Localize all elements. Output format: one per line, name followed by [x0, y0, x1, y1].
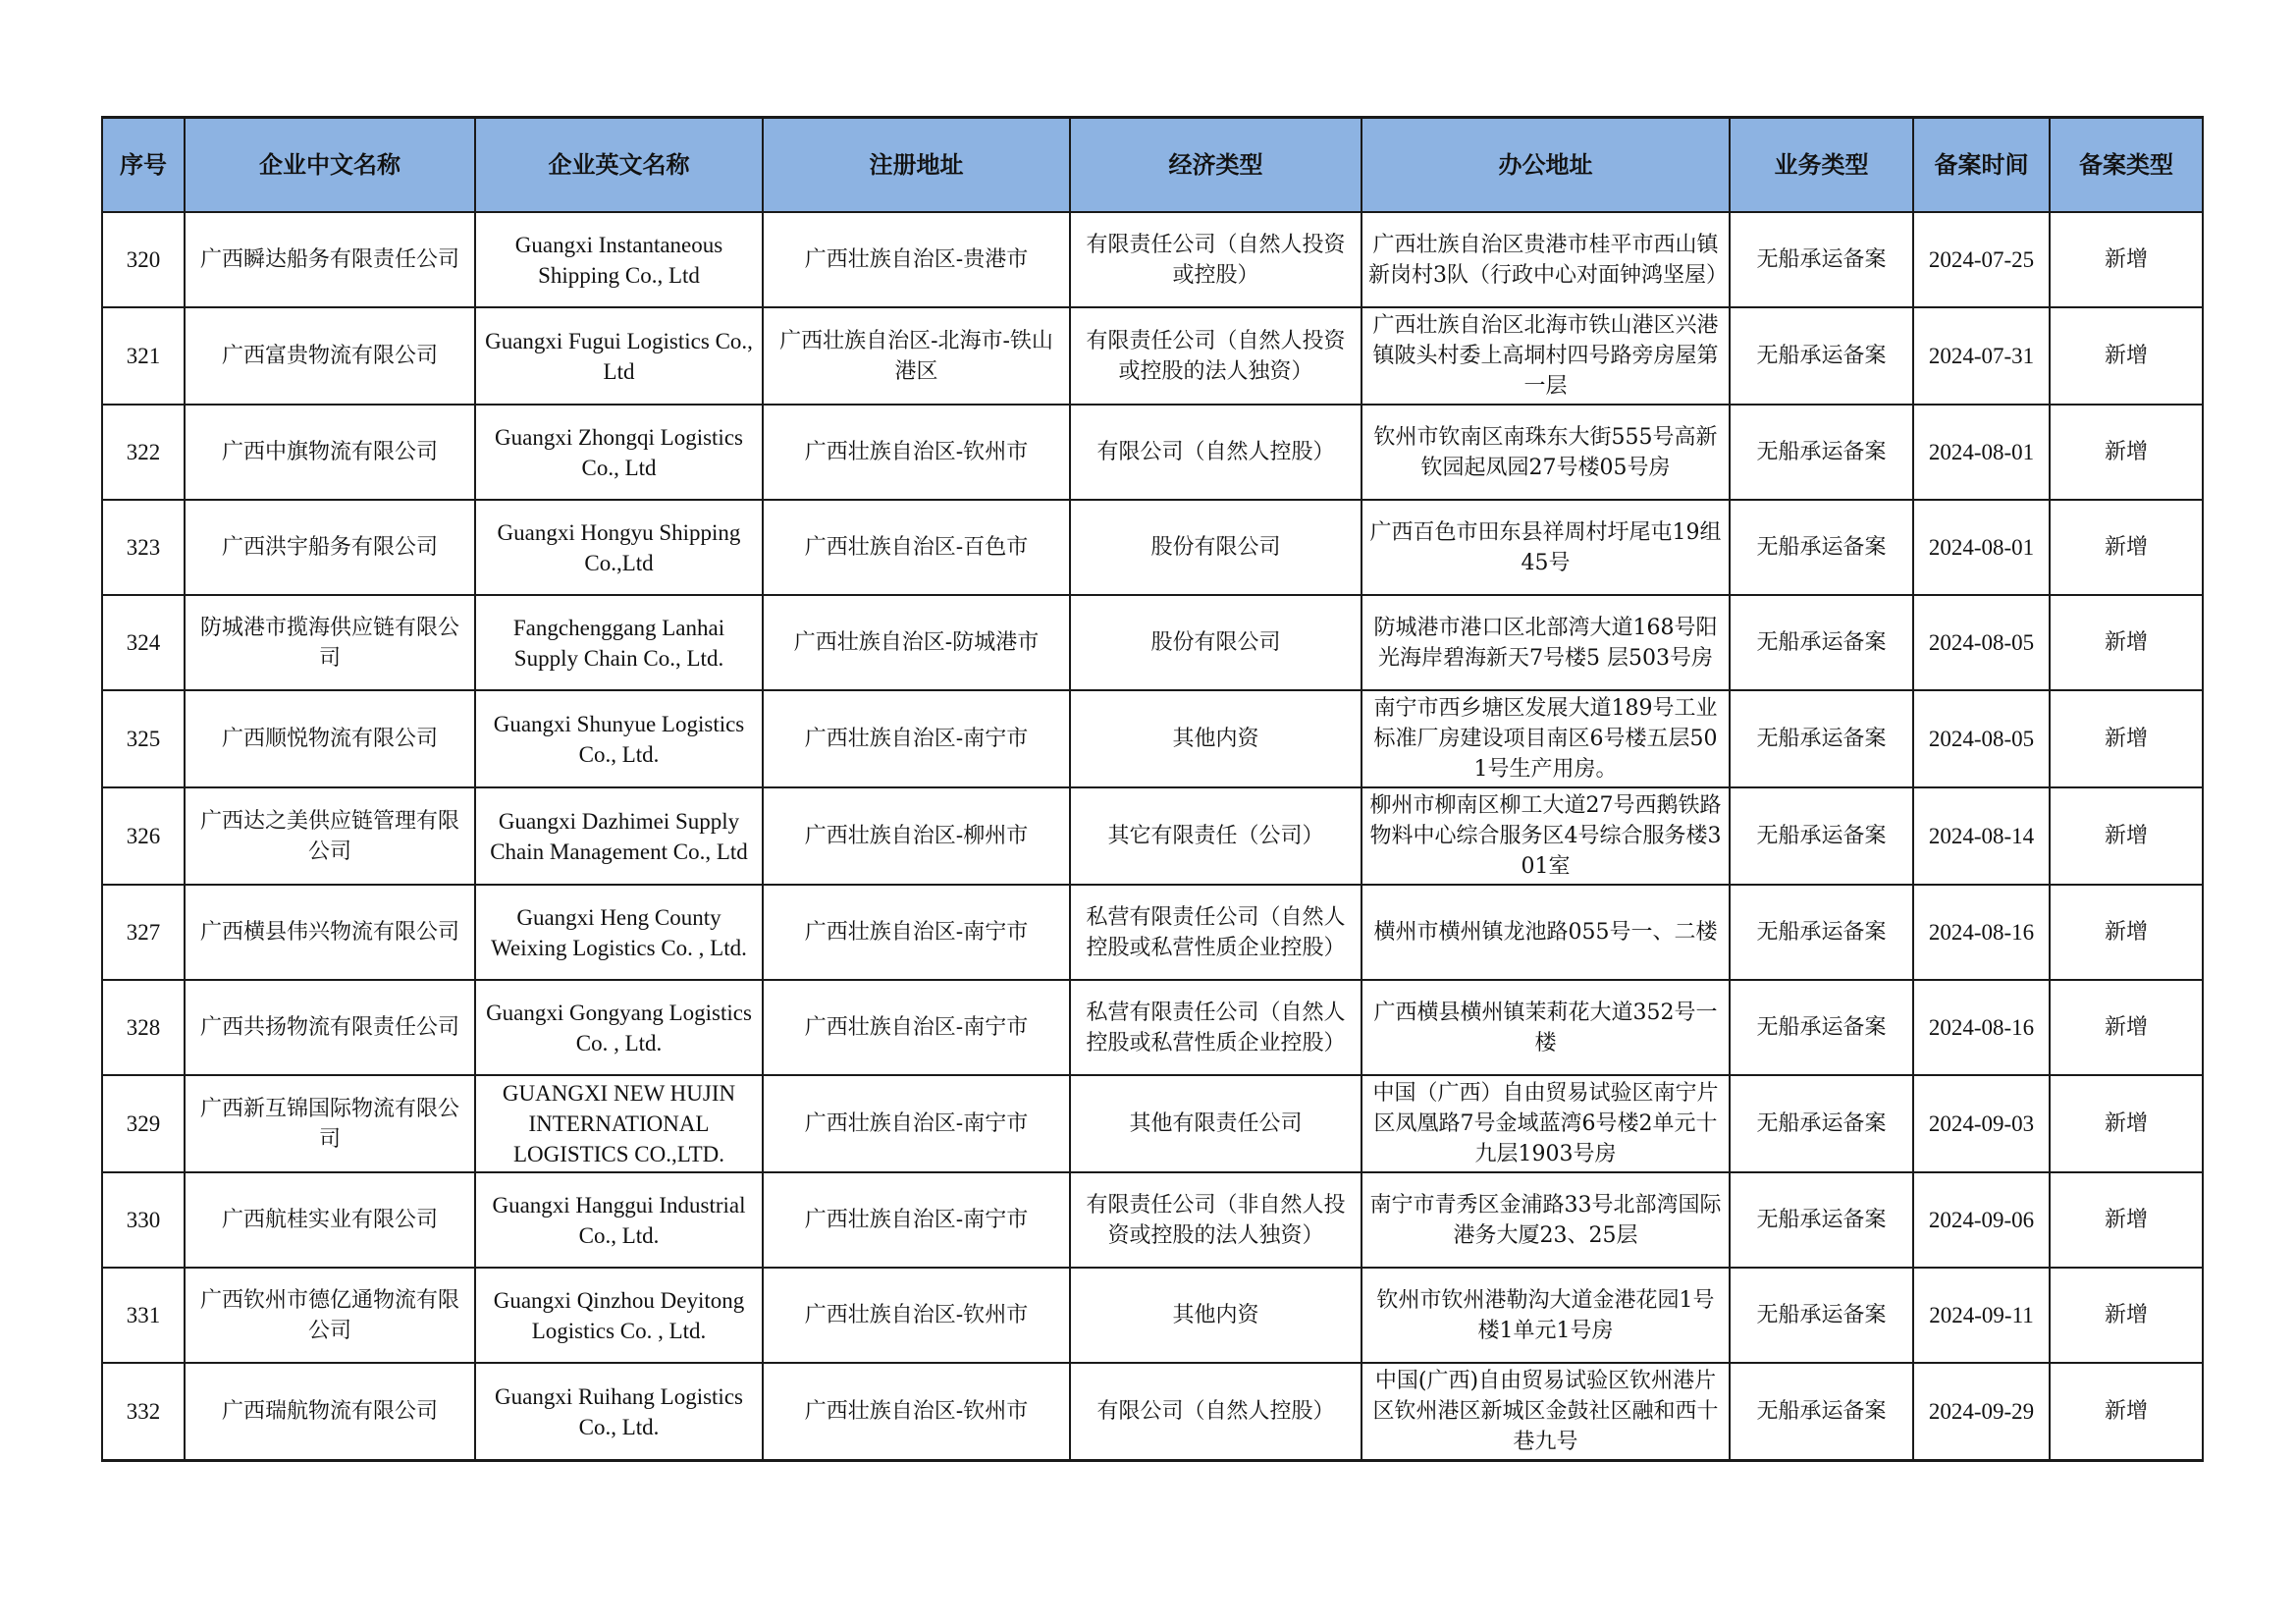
- cell-registered-address: 广西壮族自治区-钦州市: [763, 1363, 1070, 1461]
- cell-registered-address: 广西壮族自治区-钦州市: [763, 405, 1070, 500]
- table-row: [102, 307, 2203, 405]
- cell-office-address: 横州市横州镇龙池路055号一、二楼: [1362, 885, 1730, 980]
- cell-filing-type: 新增: [2050, 307, 2203, 405]
- cell-office-address: 广西横县横州镇茉莉花大道352号一楼: [1362, 980, 1730, 1075]
- cell-filing-date: 2024-09-06: [1913, 1172, 2050, 1268]
- cell-company-en-name: Guangxi Fugui Logistics Co., Ltd: [475, 307, 763, 405]
- cell-company-cn-name: 广西中旗物流有限公司: [185, 405, 475, 500]
- table-row: [102, 212, 2203, 307]
- table-row: [102, 1268, 2203, 1363]
- cell-company-en-name: Guangxi Shunyue Logistics Co., Ltd.: [475, 690, 763, 787]
- cell-company-cn-name: 广西航桂实业有限公司: [185, 1172, 475, 1268]
- cell-economic-type: 股份有限公司: [1070, 500, 1362, 595]
- cell-company-en-name: Guangxi Dazhimei Supply Chain Management Co., Ltd: [475, 787, 763, 885]
- cell-filing-type: 新增: [2050, 1268, 2203, 1363]
- cell-company-cn-name: 广西瞬达船务有限责任公司: [185, 212, 475, 307]
- cell-business-type: 无船承运备案: [1730, 1268, 1913, 1363]
- table-header: [102, 118, 2203, 213]
- cell-economic-type: 其他有限责任公司: [1070, 1075, 1362, 1172]
- cell-company-en-name: Fangchenggang Lanhai Supply Chain Co., Ltd.: [475, 595, 763, 690]
- cell-index: 325: [102, 690, 185, 787]
- cell-filing-date: 2024-08-16: [1913, 885, 2050, 980]
- cell-filing-type: 新增: [2050, 500, 2203, 595]
- cell-company-cn-name: 广西共扬物流有限责任公司: [185, 980, 475, 1075]
- cell-business-type: 无船承运备案: [1730, 980, 1913, 1075]
- cell-company-en-name: Guangxi Heng County Weixing Logistics Co. , Ltd.: [475, 885, 763, 980]
- cell-filing-type: 新增: [2050, 595, 2203, 690]
- cell-company-cn-name: 广西横县伟兴物流有限公司: [185, 885, 475, 980]
- cell-filing-type: 新增: [2050, 885, 2203, 980]
- cell-registered-address: 广西壮族自治区-柳州市: [763, 787, 1070, 885]
- cell-economic-type: 有限责任公司（自然人投资或控股的法人独资）: [1070, 307, 1362, 405]
- cell-economic-type: 有限责任公司（非自然人投资或控股的法人独资）: [1070, 1172, 1362, 1268]
- cell-business-type: 无船承运备案: [1730, 212, 1913, 307]
- cell-index: 331: [102, 1268, 185, 1363]
- cell-index: 322: [102, 405, 185, 500]
- cell-business-type: 无船承运备案: [1730, 307, 1913, 405]
- header-row: [102, 118, 2203, 213]
- table-row: [102, 1363, 2203, 1461]
- cell-company-cn-name: 广西达之美供应链管理有限公司: [185, 787, 475, 885]
- header-filing-date: 备案时间: [1913, 118, 2050, 213]
- cell-filing-type: 新增: [2050, 690, 2203, 787]
- cell-index: 323: [102, 500, 185, 595]
- cell-filing-date: 2024-08-16: [1913, 980, 2050, 1075]
- cell-office-address: 钦州市钦南区南珠东大街555号高新钦园起凤园27号楼05号房: [1362, 405, 1730, 500]
- cell-business-type: 无船承运备案: [1730, 1075, 1913, 1172]
- cell-office-address: 广西壮族自治区贵港市桂平市西山镇新岗村3队（行政中心对面钟鸿坚屋）: [1362, 212, 1730, 307]
- cell-filing-date: 2024-09-03: [1913, 1075, 2050, 1172]
- cell-company-en-name: Guangxi Instantaneous Shipping Co., Ltd: [475, 212, 763, 307]
- cell-index: 332: [102, 1363, 185, 1461]
- table-row: [102, 980, 2203, 1075]
- table-row: [102, 885, 2203, 980]
- cell-filing-type: 新增: [2050, 405, 2203, 500]
- cell-company-cn-name: 防城港市揽海供应链有限公司: [185, 595, 475, 690]
- table-row: [102, 500, 2203, 595]
- cell-company-cn-name: 广西钦州市德亿通物流有限公司: [185, 1268, 475, 1363]
- cell-filing-type: 新增: [2050, 1075, 2203, 1172]
- cell-business-type: 无船承运备案: [1730, 885, 1913, 980]
- cell-index: 329: [102, 1075, 185, 1172]
- cell-registered-address: 广西壮族自治区-钦州市: [763, 1268, 1070, 1363]
- cell-company-cn-name: 广西新互锦国际物流有限公司: [185, 1075, 475, 1172]
- cell-economic-type: 有限责任公司（自然人投资或控股）: [1070, 212, 1362, 307]
- cell-office-address: 南宁市青秀区金浦路33号北部湾国际港务大厦23、25层: [1362, 1172, 1730, 1268]
- cell-registered-address: 广西壮族自治区-南宁市: [763, 980, 1070, 1075]
- cell-economic-type: 股份有限公司: [1070, 595, 1362, 690]
- cell-business-type: 无船承运备案: [1730, 690, 1913, 787]
- cell-registered-address: 广西壮族自治区-北海市-铁山港区: [763, 307, 1070, 405]
- cell-office-address: 中国（广西）自由贸易试验区南宁片区凤凰路7号金域蓝湾6号楼2单元十九层1903号房: [1362, 1075, 1730, 1172]
- cell-index: 328: [102, 980, 185, 1075]
- cell-company-cn-name: 广西富贵物流有限公司: [185, 307, 475, 405]
- cell-filing-type: 新增: [2050, 1363, 2203, 1461]
- cell-economic-type: 私营有限责任公司（自然人控股或私营性质企业控股）: [1070, 885, 1362, 980]
- cell-filing-date: 2024-08-05: [1913, 595, 2050, 690]
- cell-registered-address: 广西壮族自治区-南宁市: [763, 1075, 1070, 1172]
- cell-registered-address: 广西壮族自治区-百色市: [763, 500, 1070, 595]
- cell-filing-date: 2024-09-29: [1913, 1363, 2050, 1461]
- table-row: [102, 595, 2203, 690]
- header-economic-type: 经济类型: [1070, 118, 1362, 213]
- cell-filing-type: 新增: [2050, 212, 2203, 307]
- cell-office-address: 南宁市西乡塘区发展大道189号工业标准厂房建设项目南区6号楼五层501号生产用房。: [1362, 690, 1730, 787]
- cell-business-type: 无船承运备案: [1730, 1172, 1913, 1268]
- cell-economic-type: 其他内资: [1070, 690, 1362, 787]
- cell-company-en-name: Guangxi Hongyu Shipping Co.,Ltd: [475, 500, 763, 595]
- header-company-en-name: 企业英文名称: [475, 118, 763, 213]
- cell-company-en-name: Guangxi Hanggui Industrial Co., Ltd.: [475, 1172, 763, 1268]
- cell-economic-type: 有限公司（自然人控股）: [1070, 405, 1362, 500]
- cell-registered-address: 广西壮族自治区-贵港市: [763, 212, 1070, 307]
- cell-business-type: 无船承运备案: [1730, 405, 1913, 500]
- cell-company-en-name: Guangxi Zhongqi Logistics Co., Ltd: [475, 405, 763, 500]
- cell-company-en-name: GUANGXI NEW HUJIN INTERNATIONAL LOGISTICS CO.,LTD.: [475, 1075, 763, 1172]
- table-row: [102, 405, 2203, 500]
- cell-business-type: 无船承运备案: [1730, 500, 1913, 595]
- cell-economic-type: 其它有限责任（公司）: [1070, 787, 1362, 885]
- cell-office-address: 防城港市港口区北部湾大道168号阳光海岸碧海新天7号楼5 层503号房: [1362, 595, 1730, 690]
- cell-office-address: 中国(广西)自由贸易试验区钦州港片区钦州港区新城区金鼓社区融和西十巷九号: [1362, 1363, 1730, 1461]
- cell-office-address: 广西百色市田东县祥周村圩尾屯19组45号: [1362, 500, 1730, 595]
- cell-company-cn-name: 广西洪宇船务有限公司: [185, 500, 475, 595]
- cell-economic-type: 私营有限责任公司（自然人控股或私营性质企业控股）: [1070, 980, 1362, 1075]
- cell-filing-date: 2024-09-11: [1913, 1268, 2050, 1363]
- cell-filing-date: 2024-08-01: [1913, 405, 2050, 500]
- cell-filing-date: 2024-08-01: [1913, 500, 2050, 595]
- cell-filing-date: 2024-07-31: [1913, 307, 2050, 405]
- cell-registered-address: 广西壮族自治区-南宁市: [763, 885, 1070, 980]
- cell-business-type: 无船承运备案: [1730, 595, 1913, 690]
- cell-registered-address: 广西壮族自治区-防城港市: [763, 595, 1070, 690]
- header-company-cn-name: 企业中文名称: [185, 118, 475, 213]
- cell-index: 326: [102, 787, 185, 885]
- cell-company-en-name: Guangxi Gongyang Logistics Co. , Ltd.: [475, 980, 763, 1075]
- cell-index: 320: [102, 212, 185, 307]
- table-row: [102, 1075, 2203, 1172]
- header-registered-address: 注册地址: [763, 118, 1070, 213]
- cell-index: 324: [102, 595, 185, 690]
- table-body: [102, 212, 2203, 1461]
- cell-economic-type: 有限公司（自然人控股）: [1070, 1363, 1362, 1461]
- cell-filing-type: 新增: [2050, 787, 2203, 885]
- cell-index: 327: [102, 885, 185, 980]
- cell-index: 321: [102, 307, 185, 405]
- cell-office-address: 广西壮族自治区北海市铁山港区兴港镇陂头村委上高垌村四号路旁房屋第一层: [1362, 307, 1730, 405]
- cell-index: 330: [102, 1172, 185, 1268]
- cell-company-cn-name: 广西顺悦物流有限公司: [185, 690, 475, 787]
- cell-company-en-name: Guangxi Qinzhou Deyitong Logistics Co. , Ltd.: [475, 1268, 763, 1363]
- cell-registered-address: 广西壮族自治区-南宁市: [763, 1172, 1070, 1268]
- cell-filing-type: 新增: [2050, 980, 2203, 1075]
- cell-filing-date: 2024-07-25: [1913, 212, 2050, 307]
- cell-company-cn-name: 广西瑞航物流有限公司: [185, 1363, 475, 1461]
- table-row: [102, 787, 2203, 885]
- table-row: [102, 690, 2203, 787]
- cell-business-type: 无船承运备案: [1730, 1363, 1913, 1461]
- header-filing-type: 备案类型: [2050, 118, 2203, 213]
- header-index: 序号: [102, 118, 185, 213]
- registration-table: [101, 116, 2204, 1462]
- cell-filing-date: 2024-08-14: [1913, 787, 2050, 885]
- cell-filing-date: 2024-08-05: [1913, 690, 2050, 787]
- header-office-address: 办公地址: [1362, 118, 1730, 213]
- cell-company-en-name: Guangxi Ruihang Logistics Co., Ltd.: [475, 1363, 763, 1461]
- cell-economic-type: 其他内资: [1070, 1268, 1362, 1363]
- header-business-type: 业务类型: [1730, 118, 1913, 213]
- cell-office-address: 柳州市柳南区柳工大道27号西鹅铁路物料中心综合服务区4号综合服务楼301室: [1362, 787, 1730, 885]
- cell-office-address: 钦州市钦州港勒沟大道金港花园1号楼1单元1号房: [1362, 1268, 1730, 1363]
- cell-registered-address: 广西壮族自治区-南宁市: [763, 690, 1070, 787]
- cell-business-type: 无船承运备案: [1730, 787, 1913, 885]
- table-row: [102, 1172, 2203, 1268]
- cell-filing-type: 新增: [2050, 1172, 2203, 1268]
